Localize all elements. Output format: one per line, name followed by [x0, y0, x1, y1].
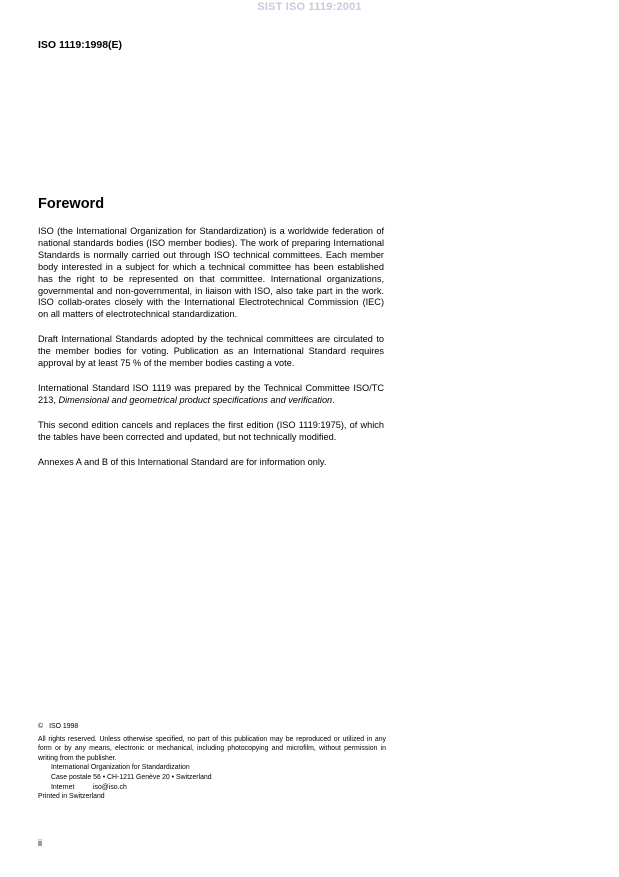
internet-email: iso@iso.ch	[93, 783, 127, 791]
paragraph-draft-standards: Draft International Standards adopted by the technical committees are circulated to the member bodies for voting. Publication as an International Standard requires approval by at least 75 % of the member bodies casting a vote.	[38, 334, 384, 369]
paragraph-annexes: Annexes A and B of this International Standard are for information only.	[38, 456, 327, 467]
printed-location: Printed in Switzerland	[38, 793, 105, 801]
organization-name: International Organization for Standardization	[51, 764, 190, 772]
rights-statement: All rights reserved. Unless otherwise specified, no part of this publication may be reproduced or utilized in any form or by any means, electronic or mechanical, including photocopying and microfilm, without permission in writing from the publisher.	[38, 735, 386, 762]
foreword-heading: Foreword	[38, 196, 105, 212]
internet-label: Internet	[51, 783, 75, 791]
committee-title: Dimensional and geometrical product specifications and verification	[58, 394, 333, 405]
watermark: SIST ISO 1119:2001	[257, 1, 362, 13]
copyright-year: ISO 1998	[49, 723, 79, 730]
foreword-body	[38, 226, 384, 482]
copyright-icon: ©	[38, 723, 44, 730]
copyright-block	[38, 722, 386, 802]
preparation-end: .	[332, 394, 335, 405]
paragraph-iso-intro: ISO (the International Organization for Standardization) is a worldwide federation of national standards bodies (ISO member bodies). The work of preparing International Standards is normally carried out through ISO technical committees. Each member body interested in a subject for which a technical committee has been established has the right to be represented on that committee. International organizations, governmental and non-governmental, in liaison with ISO, also take part in the work. ISO collab-orates closely with the International Electrotechnical Commission (IEC) on all matters of electrotechnical standardization.	[38, 226, 384, 320]
paragraph-preparation	[38, 383, 384, 407]
postal-address: Case postale 56 • CH-1211 Genève 20 • Switzerland	[51, 773, 212, 781]
preparation-text: International Standard ISO 1119 was prepared by the Technical Committee ISO/TC 213,	[38, 382, 384, 405]
page-number: ii	[38, 838, 42, 848]
copyright-line	[38, 722, 386, 732]
internet-contact	[38, 783, 386, 793]
paragraph-edition: This second edition cancels and replaces the first edition (ISO 1119:1975), of which the tables have been corrected and updated, but not technically modified.	[38, 419, 384, 442]
document-id: ISO 1119:1998(E)	[38, 39, 123, 51]
